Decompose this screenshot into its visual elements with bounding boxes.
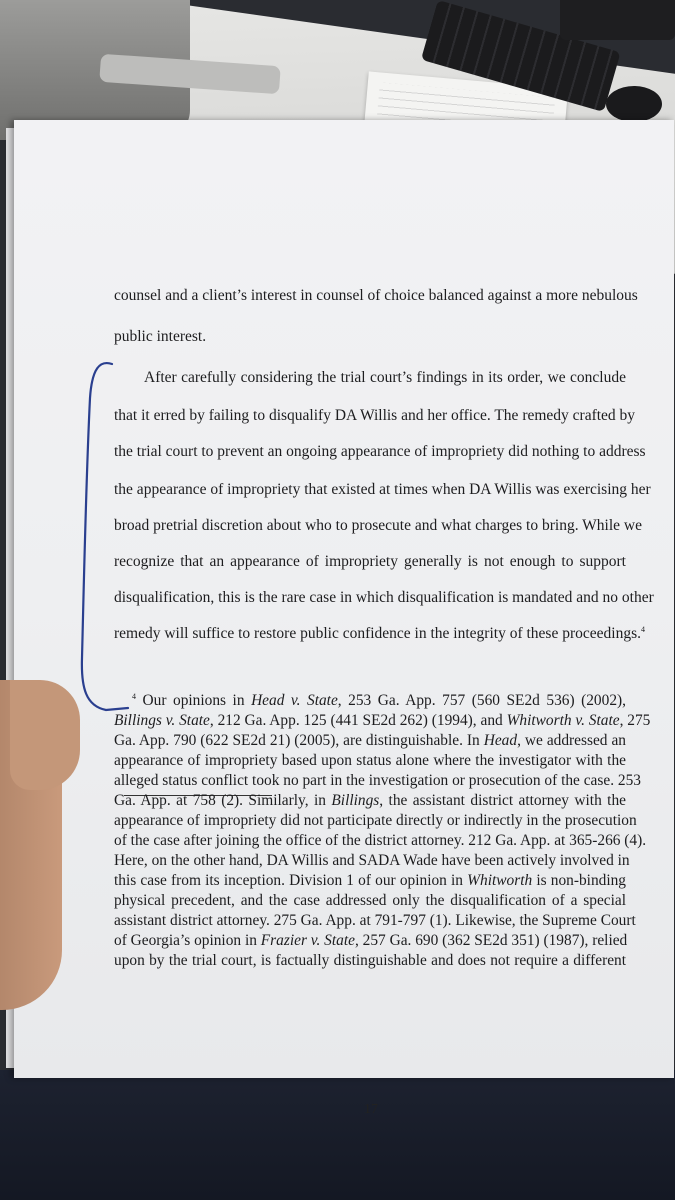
fn-text: this case from its inception. Division 1 of our opinion in — [114, 872, 468, 889]
fn-text: Ga. App. at 758 (2). Similarly, in — [114, 792, 332, 809]
case-name: Whitworth v. State — [506, 712, 620, 729]
body-line-1: counsel and a client’s interest in counsel of choice balanced against a more nebulous — [114, 287, 638, 304]
lap-trousers — [0, 1070, 675, 1200]
body-line-10 — [114, 624, 645, 644]
fn-text: , 257 Ga. 690 (362 SE2d 351) (1987), relied — [354, 932, 628, 949]
body-line-4: that it erred by failing to disqualify DA Willis and her office. The remedy crafted by — [114, 407, 636, 424]
fn-text: , 275 — [619, 712, 651, 729]
body-line-10-text: remedy will suffice to restore public confidence in the integrity of these proceedings. — [114, 625, 641, 642]
footnote-line-1 — [132, 692, 626, 710]
footnote-line-4: appearance of impropriety based upon status alone where the investigator with the — [114, 752, 626, 769]
case-name: Whitworth — [467, 872, 533, 889]
case-name: Head — [483, 732, 518, 749]
thumb — [10, 680, 80, 790]
monitor-base — [560, 0, 675, 40]
fn-text: , 212 Ga. App. 125 (441 SE2d 262) (1994), and — [209, 712, 507, 729]
footnote-line-5: alleged status conflict took no part in the investigation or prosecution of the case. 253 — [114, 772, 641, 789]
footnote-line-9: Here, on the other hand, DA Willis and SADA Wade have been actively involved in — [114, 852, 630, 869]
fn-text: , 253 Ga. App. 757 (560 SE2d 536) (2002), — [337, 692, 626, 709]
body-line-6: the appearance of impropriety that existed at times when DA Willis was exercising her — [114, 481, 651, 498]
pen-bracket-mark — [70, 358, 130, 718]
body-line-3: After carefully considering the trial court’s findings in its order, we conclude — [144, 369, 626, 386]
footnote-line-10 — [114, 872, 626, 890]
fn-text: is non-binding — [532, 872, 627, 889]
page-number: 17 — [364, 1102, 378, 1117]
computer-mouse — [606, 86, 662, 122]
body-line-8: recognize that an appearance of impropriety generally is not enough to support — [114, 553, 626, 570]
case-name: Billings — [331, 792, 380, 809]
body-line-5: the trial court to prevent an ongoing appearance of impropriety did nothing to address — [114, 443, 646, 460]
body-line-9: disqualification, this is the rare case in which disqualification is mandated and no other — [114, 589, 654, 606]
fn-text: Our opinions in — [142, 692, 252, 709]
fn-text: , we addressed an — [517, 732, 627, 749]
footnote-line-12: assistant district attorney. 275 Ga. App. at 791-797 (1). Likewise, the Supreme Court — [114, 912, 636, 929]
footnote-line-13 — [114, 932, 626, 950]
footnote-line-2 — [114, 712, 651, 730]
case-name: Frazier v. State — [260, 932, 355, 949]
footnote-line-14: upon by the trial court, is factually distinguishable and does not require a different — [114, 952, 626, 969]
footnote-line-11: physical precedent, and the case addressed only the disqualification of a special — [114, 892, 626, 909]
footnote-line-3 — [114, 732, 626, 750]
case-name: Head v. State — [251, 692, 338, 709]
footnote-marker: 4 — [132, 691, 136, 701]
footnote-line-7: appearance of impropriety did not participate directly or indirectly in the prosecution — [114, 812, 637, 829]
fn-text: , the assistant district attorney with the — [379, 792, 626, 809]
body-line-2: public interest. — [114, 328, 207, 345]
footnote-reference: 4 — [640, 624, 645, 634]
case-name: Billings v. State — [114, 712, 210, 729]
footnote-line-6 — [114, 792, 626, 810]
footnote-line-8: of the case after joining the office of the district attorney. 212 Ga. App. at 365-266 (4). — [114, 832, 647, 849]
fn-text: Ga. App. 790 (622 SE2d 21) (2005), are distinguishable. In — [114, 732, 484, 749]
body-line-7: broad pretrial discretion about who to prosecute and what charges to bring. While we — [114, 517, 642, 534]
fn-text: of Georgia’s opinion in — [114, 932, 261, 949]
